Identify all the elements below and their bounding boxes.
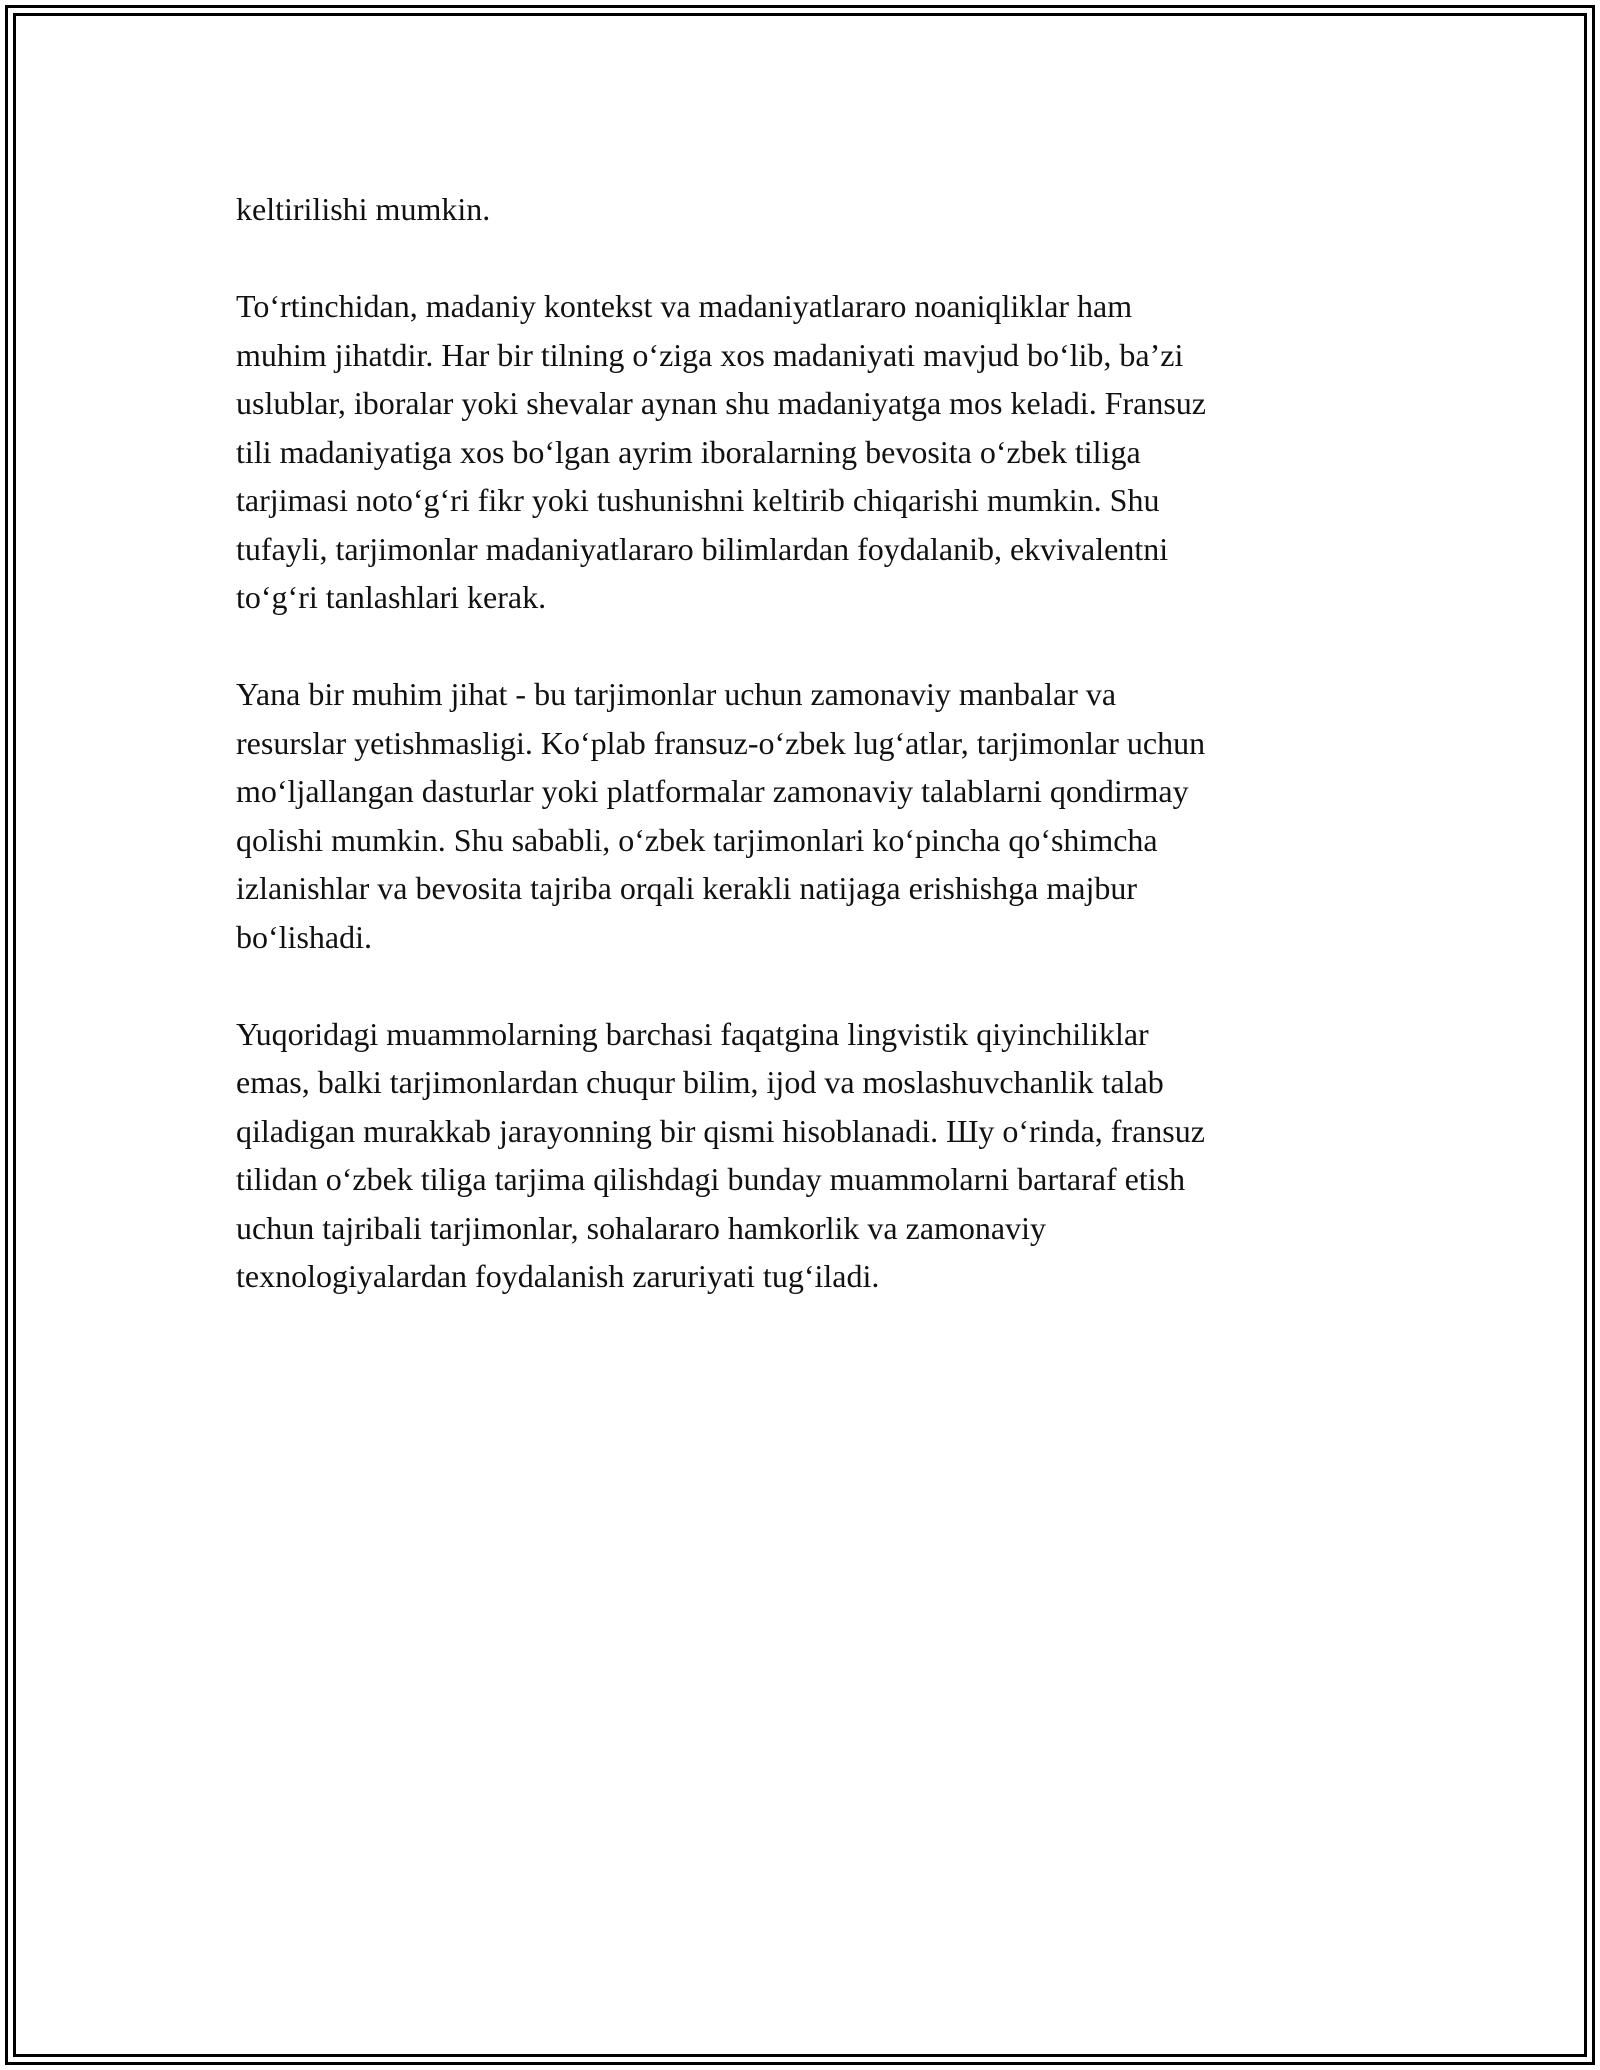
paragraph-continuation: keltirilishi mumkin. — [236, 191, 491, 227]
paragraph-resources: Yana bir muhim jihat - bu tarjimonlar uchun zamonaviy manbalar va resurslar yetishmasligi. Ko‘plab fransuz-o‘zbek lug‘atlar, tarjimonlar uchun mo‘ljallangan dasturlar yoki platformalar zamonaviy talablarni qondirmay qolishi mumkin. Shu sababli, o‘zbek tarjimonlari ko‘pincha qo‘shimcha izlanishlar va bevosita tajriba orqali kerakli natijaga erishishga majbur bo‘lishadi. — [236, 676, 1206, 955]
document-body — [236, 185, 1376, 1349]
paragraph-conclusion: Yuqoridagi muammolarning barchasi faqatgina lingvistik qiyinchiliklar emas, balki tarjimonlardan chuqur bilim, ijod va moslashuvchanlik talab qiladigan murakkab jarayonning bir qismi hisoblanadi. Шу o‘rinda, fransuz tilidan o‘zbek tiliga tarjima qilishdagi bunday muammolarni bartaraf etish uchun tajribali tarjimonlar, sohalararo hamkorlik va zamonaviy texnologiyalardan foydalanish zaruriyati tug‘iladi. — [236, 1015, 1205, 1294]
paragraph-cultural-context: To‘rtinchidan, madaniy kontekst va madaniyatlararo noaniqliklar ham muhim jihatdir. Har bir tilning o‘ziga xos madaniyati mavjud bo‘lib, ba’zi uslublar, iboralar yoki shevalar aynan shu madaniyatga mos keladi. Fransuz tili madaniyatiga xos bo‘lgan ayrim iboralarning bevosita o‘zbek tiliga tarjimasi noto‘g‘ri fikr yoki tushunishni keltirib chiqarishi mumkin. Shu tufayli, tarjimonlar madaniyatlararo bilimlardan foydalanib, ekvivalentni to‘g‘ri tanlashlari kerak. — [236, 288, 1206, 615]
